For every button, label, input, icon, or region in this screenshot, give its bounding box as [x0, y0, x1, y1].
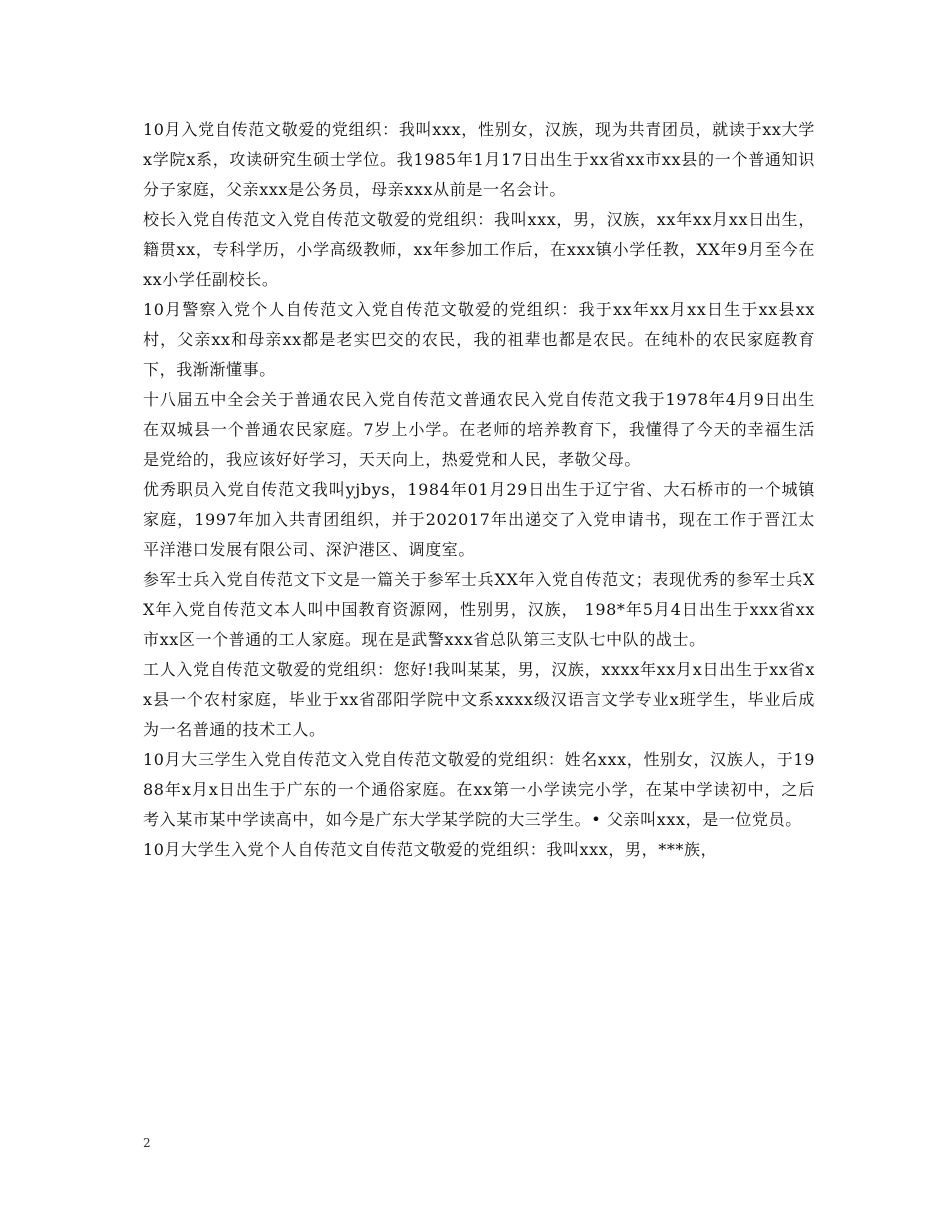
paragraph-4: 十八届五中全会关于普通农民入党自传范文普通农民入党自传范文我于1978年4月9日出生在双城县一个普通农民家庭。7岁上小学。在老师的培养教育下，我懂得了今天的幸福生活是党给的，我应该好好学习，天天向上，热爱党和人民，孝敬父母。: [143, 390, 815, 469]
paragraph-9: 10月大学生入党个人自传范文自传范文敬爱的党组织：我叫xxx，男，***族，: [143, 840, 718, 859]
paragraph-8: 10月大三学生入党自传范文入党自传范文敬爱的党组织：姓名xxx，性别女，汉族人，于1988年x月x日出生于广东的一个通俗家庭。在xx第一小学读完小学，在某中学读初中，之后考入某市某中学读高中，如今是广东大学某学院的大三学生。• 父亲叫xxx，是一位党员。: [143, 750, 815, 829]
paragraph-7: 工人入党自传范文敬爱的党组织：您好!我叫某某，男，汉族，xxxx年xx月x日出生于xx省xx县一个农村家庭，毕业于xx省邵阳学院中文系xxxx级汉语言文学专业x班学生，毕业后成为一名普通的技术工人。: [143, 660, 815, 739]
paragraph-3: 10月警察入党个人自传范文入党自传范文敬爱的党组织：我于xx年xx月xx日生于xx县xx村，父亲xx和母亲xx都是老实巴交的农民，我的祖辈也都是农民。在纯朴的农民家庭教育下，我渐渐懂事。: [143, 300, 815, 379]
page-number: 2: [143, 1136, 151, 1150]
paragraph-1: 10月入党自传范文敬爱的党组织：我叫xxx，性别女，汉族，现为共青团员，就读于xx大学x学院x系，攻读研究生硕士学位。我1985年1月17日出生于xx省xx市xx县的一个普通知识分子家庭，父亲xxx是公务员，母亲xxx从前是一名会计。: [143, 120, 815, 199]
document-body: [143, 115, 815, 865]
paragraph-6: 参军士兵入党自传范文下文是一篇关于参军士兵XX年入党自传范文；表现优秀的参军士兵XX年入党自传范文本人叫中国教育资源网，性别男，汉族， 198*年5月4日出生于xxx省xx市xx区一个普通的工人家庭。现在是武警xxx省总队第三支队七中队的战士。: [143, 570, 815, 649]
paragraph-5: 优秀职员入党自传范文我叫yjbys，1984年01月29日出生于辽宁省、大石桥市的一个城镇家庭，1997年加入共青团组织，并于202017年出递交了入党申请书，现在工作于晋江太平洋港口发展有限公司、深沪港区、调度室。: [143, 480, 815, 559]
paragraph-2: 校长入党自传范文入党自传范文敬爱的党组织：我叫xxx，男，汉族，xx年xx月xx日出生，籍贯xx，专科学历，小学高级教师，xx年参加工作后，在xxx镇小学任教，XX年9月至今在xx小学任副校长。: [143, 210, 815, 289]
